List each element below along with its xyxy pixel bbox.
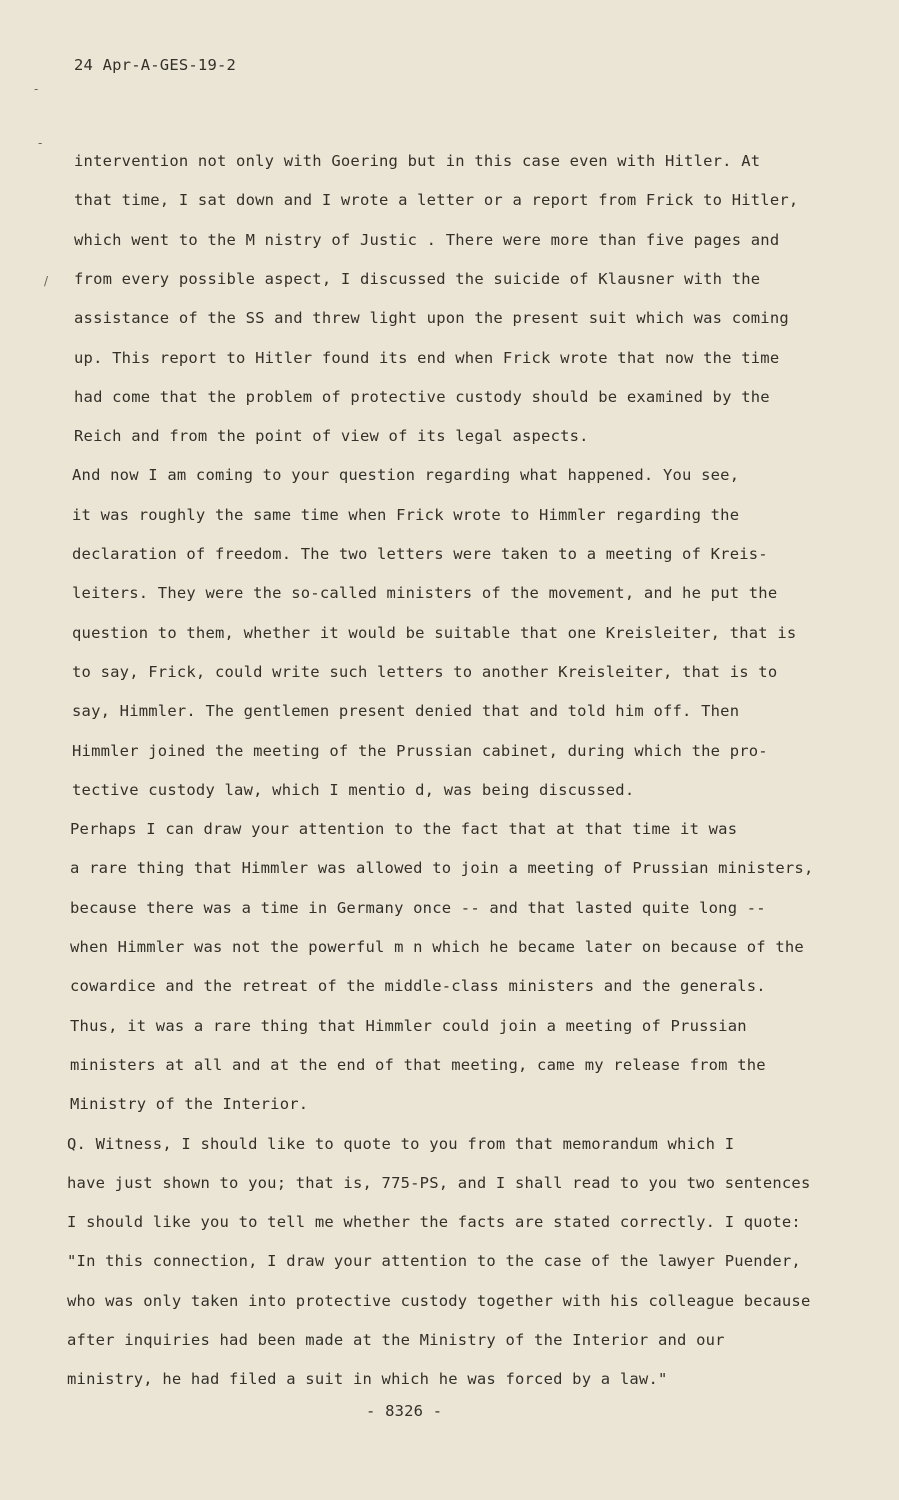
body-line: which went to the M nistry of Justic . There were more than five pages and: [74, 230, 780, 249]
body-line: leiters. They were the so-called ministers of the movement, and he put the: [72, 584, 778, 603]
margin-mark: /: [44, 274, 49, 288]
body-line: ministers at all and at the end of that meeting, came my release from the: [70, 1055, 766, 1074]
body-line: it was roughly the same time when Frick wrote to Himmler regarding the: [72, 505, 740, 524]
body-line: Reich and from the point of view of its legal aspects.: [74, 427, 589, 446]
body-line: cowardice and the retreat of the middle-class ministers and the generals.: [70, 977, 766, 996]
body-line: declaration of freedom. The two letters were taken to a meeting of Kreis-: [72, 545, 768, 563]
body-line: up. This report to Hitler found its end when Frick wrote that now the time: [74, 348, 780, 367]
margin-mark: -: [38, 136, 43, 150]
margin-mark: -: [34, 82, 39, 96]
document-reference: 24 Apr-A-GES-19-2: [74, 56, 237, 74]
body-line: say, Himmler. The gentlemen present denied that and told him off. Then: [72, 702, 740, 721]
body-line: a rare thing that Himmler was allowed to join a meeting of Prussian ministers,: [70, 859, 814, 878]
body-line: question to them, whether it would be suitable that one Kreisleiter, that is: [72, 623, 797, 642]
body-line: I should like you to tell me whether the facts are stated correctly. I quote:: [67, 1213, 801, 1232]
body-line: Himmler joined the meeting of the Prussian cabinet, during which the pro-: [72, 741, 768, 760]
body-line: Ministry of the Interior.: [70, 1095, 309, 1114]
body-line: after inquiries had been made at the Ministry of the Interior and our: [67, 1331, 725, 1349]
body-line: ministry, he had filed a suit in which he was forced by a law.": [67, 1370, 668, 1389]
body-line: Thus, it was a rare thing that Himmler could join a meeting of Prussian: [70, 1016, 747, 1035]
body-line: "In this connection, I draw your attention to the case of the lawyer Puender,: [67, 1252, 801, 1271]
page-number: - 8326 -: [366, 1402, 443, 1420]
body-line: Perhaps I can draw your attention to the fact that at that time it was: [70, 820, 738, 839]
body-line: have just shown to you; that is, 775-PS, and I shall read to you two sentences: [67, 1173, 811, 1192]
body-line: had come that the problem of protective custody should be examined by the: [74, 387, 770, 406]
body-line: from every possible aspect, I discussed the suicide of Klausner with the: [74, 269, 761, 288]
body-line: assistance of the SS and threw light upon the present suit which was coming: [74, 309, 789, 328]
body-line: who was only taken into protective custody together with his colleague because: [67, 1291, 811, 1310]
body-line: because there was a time in Germany once -- and that lasted quite long --: [70, 898, 766, 917]
body-line: And now I am coming to your question regarding what happened. You see,: [72, 466, 740, 485]
body-line: to say, Frick, could write such letters to another Kreisleiter, that is to: [72, 662, 778, 681]
body-line: when Himmler was not the powerful m n which he became later on because of the: [70, 938, 804, 956]
body-line: tective custody law, which I mentio d, was being discussed.: [72, 780, 635, 799]
body-line: intervention not only with Goering but in this case even with Hitler. At: [74, 152, 761, 170]
body-line: that time, I sat down and I wrote a letter or a report from Frick to Hitler,: [74, 191, 799, 210]
body-line: Q. Witness, I should like to quote to you from that memorandum which I: [67, 1134, 735, 1153]
